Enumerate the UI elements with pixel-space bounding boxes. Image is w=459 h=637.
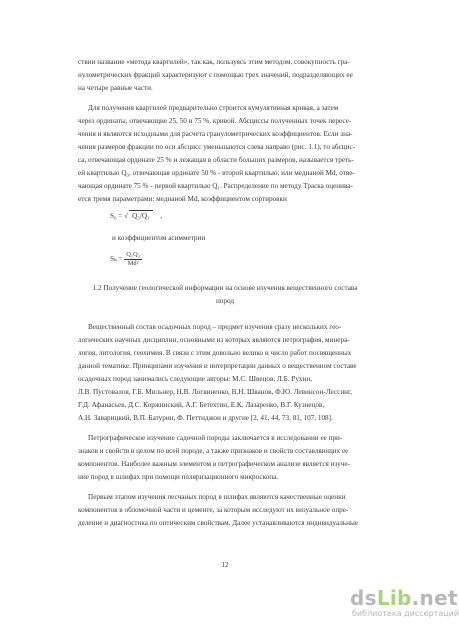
text-line: компонентов в обломочной части и цементе, за которым исследуют их визуальное опре- bbox=[78, 506, 349, 514]
watermark-subtitle: библиотека диссертаций bbox=[352, 609, 459, 618]
text-line: чающая ординате 75 % - первой квартилью Q₁. Распределение по методу Траска оценива- bbox=[78, 182, 353, 190]
text-line: деление и диагностика по оптическим свойствам. Далее устанавливаются индивидуальные bbox=[78, 519, 358, 527]
text-line: Г.Д. Афанасьев, Д.С. Коржинский, А.Г. Бетехтин, Е.К. Лазаренко, В.Г. Кузнецов, bbox=[78, 401, 325, 409]
text-line: через ординаты, отвечающие 25, 50 и 75 %, кривой. Абсциссы полученных точек пересе- bbox=[78, 117, 352, 125]
text-line: чения и являются исходными для расчета гранулометрических коэффициентов. Если зна- bbox=[78, 130, 353, 138]
text-line: ей квартилью Q₃, отвечающая ординате 50 % - второй квартилью, или медианой Md, отве- bbox=[78, 169, 355, 177]
text-line: Л.В. Пустовалов, Г.Б. Мильнер, Н.В. Логвиненко, В.Н. Шванов, Ф.Ю. Левинсон-Лессинг, bbox=[78, 388, 352, 396]
text-line: Петрографическое изучение садочной породы заключается в исследовании ее при- bbox=[88, 434, 343, 442]
brand-accent: Lib bbox=[376, 586, 412, 610]
text-line: осадочных пород занимались следующие авторы: М.С. Швецов, Л.Б. Рухин, bbox=[78, 375, 313, 383]
text-line: са, отвечающая ординате 25 % и лежащая в области больших размеров, называется треть- bbox=[78, 156, 354, 164]
asymmetry-coefficient-formula bbox=[110, 251, 142, 268]
text-line: и коэффициентом асимметрии bbox=[112, 234, 206, 242]
section-heading: 1.2 Получение геологической информации на основе изучения вещественного состава bbox=[92, 284, 358, 292]
text-line: Для получения квартилей предварительно строится кумулятивная кривая, а затем bbox=[88, 104, 339, 112]
formula-q3: Q₃ bbox=[132, 212, 140, 220]
text-line: знаков и свойств в целом по всей породе, а также признаков и свойств составляющих ее bbox=[78, 447, 349, 455]
watermark-logo[interactable] bbox=[350, 586, 459, 619]
sorting-coefficient-formula bbox=[110, 210, 162, 221]
formula-q1: Q₁ bbox=[141, 212, 150, 220]
formula-denominator: Md² bbox=[127, 260, 139, 267]
watermark-brand bbox=[350, 586, 458, 610]
text-line: Вещественный состав осадочных пород – предмет изучения сразу нескольких гео- bbox=[88, 323, 342, 331]
sqrt-sign: √ bbox=[124, 212, 129, 220]
text-line: чения размеров фракции по оси абсцисс уменьшаются слева направо (рис. 1.1), то абсцис- bbox=[78, 143, 356, 151]
text-line: логия, литология, геохимия. В связи с этим довольно велико и число работ посвященных bbox=[78, 349, 352, 357]
text-line: ствии название «метода квартилей», так как, пользуясь этим методом, совокупность гра- bbox=[78, 58, 350, 66]
formula-lhs: Sₖ = bbox=[110, 255, 123, 264]
formula-tail: , bbox=[160, 212, 163, 220]
text-line: на четыре равные части. bbox=[78, 84, 153, 92]
brand-suffix: .net bbox=[411, 586, 458, 610]
text-line: компонентов. Наиболее важным элементом в петрографическом анализе является изуче- bbox=[78, 460, 350, 468]
section-heading: пород bbox=[215, 297, 235, 305]
text-line: А.Н. Заварицкий, В.П. Батурин, Ф. Петтиджон и другие [2, 41, 44, 73, 81, 107, 108]. bbox=[78, 414, 333, 422]
formula-numerator: Q₁Q₃ bbox=[126, 251, 140, 258]
formula-lhs: S₀ = bbox=[110, 212, 123, 220]
text-line: нулометрических фракций характеризуют с помощью трех значений, подразделяющих ее bbox=[78, 71, 353, 79]
text-line: данной тематике. Принципами изучения и интерпретации данных о вещественном составе bbox=[78, 362, 357, 370]
text-line: Первым этапом изучения песчаных пород в шлифах являются качественные оценки bbox=[88, 493, 346, 501]
formula-radicand: Q₃/Q₁ bbox=[129, 210, 152, 221]
formula-fraction bbox=[124, 251, 142, 268]
page-number: 12 bbox=[221, 561, 229, 569]
brand-prefix: ds bbox=[350, 586, 377, 610]
text-line: ние пород в шлифах при помощи поляризационного микроскопа. bbox=[78, 473, 279, 481]
text-line: логических научных дисциплин, основными из которых являются петрография, минера- bbox=[78, 336, 350, 344]
text-line: ется тремя параметрами: медианой Md, коэффициентом сортировки bbox=[78, 195, 287, 203]
